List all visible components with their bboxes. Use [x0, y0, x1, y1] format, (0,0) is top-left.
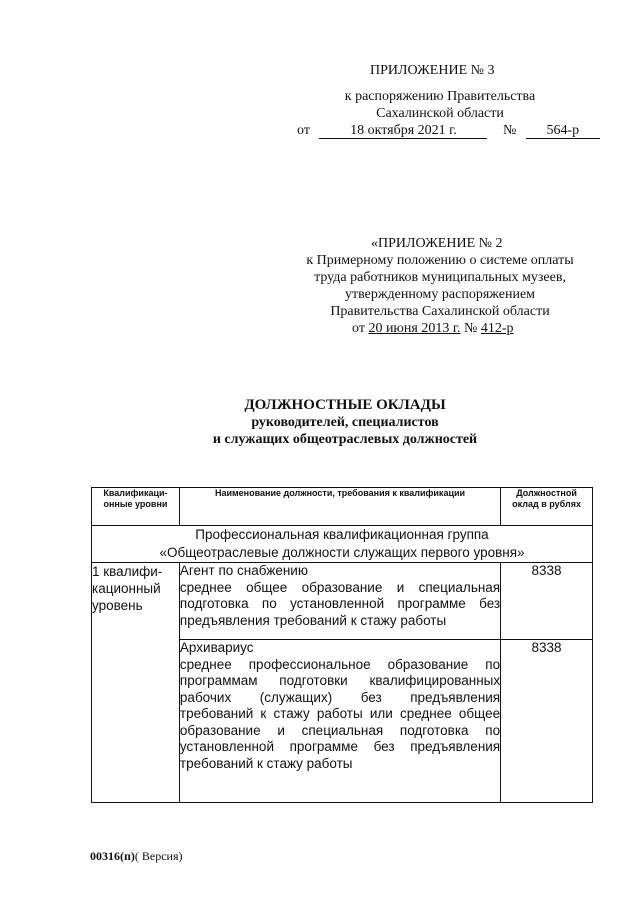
appendix3-line2: Сахалинской области — [376, 106, 504, 121]
appendix2-date-line — [352, 320, 514, 337]
table-header-row — [92, 488, 593, 526]
salary-value: 8338 — [501, 640, 593, 803]
appendix3-number: 564-р — [526, 123, 600, 139]
appendix2-number: 412-р — [480, 321, 514, 336]
table-row — [92, 563, 593, 640]
appendix3-date: 18 октября 2021 г. — [319, 123, 487, 139]
position-title: Архивариус — [179, 640, 254, 655]
appendix2-from-label: от — [352, 321, 365, 336]
appendix2-line2: труда работников муниципальных музеев, — [314, 270, 566, 285]
appendix3-num-label: № — [502, 123, 517, 138]
document-code: 00316(п) — [90, 849, 135, 863]
document-subtitle-1: руководителей, специалистов — [251, 415, 439, 430]
document-title: ДОЛЖНОСТНЫЕ ОКЛАДЫ — [244, 397, 446, 413]
position-title: Агент по снабжению — [179, 563, 308, 578]
appendix3-title: ПРИЛОЖЕНИЕ № 3 — [370, 63, 495, 78]
position-cell — [179, 563, 500, 640]
appendix3-date-line — [297, 122, 600, 139]
appendix2-line1: к Примерному положению о системе оплаты — [306, 253, 574, 268]
position-requirements: среднее профессиональное образование по программам подготовки квалифицированных рабочих (служащих) без предъявления требований к стажу работы или среднее общее образование и специальная подготовка по установленной программе без предъявления требований к стажу работы — [179, 656, 501, 771]
document-version: ( Версия) — [134, 849, 183, 863]
position-cell — [179, 640, 500, 803]
appendix2-title: «ПРИЛОЖЕНИЕ № 2 — [371, 236, 503, 251]
qualification-level: 1 квалифи- кационный уровень — [92, 563, 180, 803]
position-requirements: среднее общее образование и специальная подготовка по установленной программе без предъявления требований к стажу работы — [179, 579, 501, 628]
appendix2-num-label: № — [463, 321, 478, 336]
appendix2-date: 20 июня 2013 г. — [368, 321, 461, 336]
header-level: Квалификаци- онные уровни — [92, 488, 180, 526]
appendix2-line3: утвержденному распоряжением — [344, 287, 536, 302]
salary-table — [91, 487, 593, 803]
salary-value: 8338 — [501, 563, 593, 640]
appendix3-line1: к распоряжению Правительства — [344, 89, 536, 104]
header-salary: Должностной оклад в рублях — [501, 488, 593, 526]
appendix3-from-label: от — [297, 123, 310, 138]
header-position: Наименование должности, требования к квалификации — [179, 488, 500, 526]
document-footer — [90, 849, 183, 864]
group-row — [92, 526, 593, 563]
document-subtitle-2: и служащих общеотраслевых должностей — [212, 432, 478, 447]
appendix2-line4: Правительства Сахалинской области — [330, 304, 550, 319]
group-title: Профессиональная квалификационная группа «Общеотраслевые должности служащих первого уровня» — [92, 526, 593, 563]
